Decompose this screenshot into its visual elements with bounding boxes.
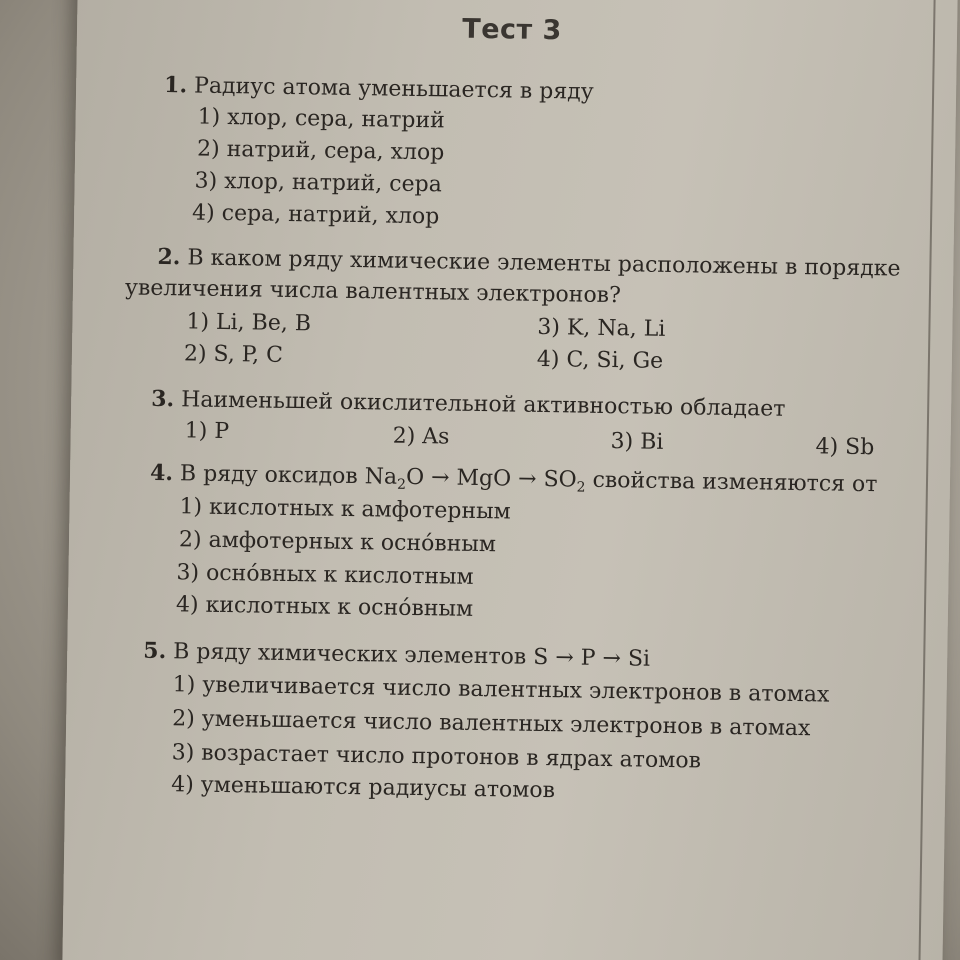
- question-4-option-4: 4) кислотных к оснóвным: [175, 592, 474, 622]
- question-3-option-4: 4) Sb: [815, 434, 875, 461]
- question-4-option-1: 1) кислотных к амфотерным: [179, 494, 511, 525]
- question-5-text: В ряду химических элементов S → P → Si: [173, 639, 651, 672]
- question-4-number: 4.: [149, 459, 174, 487]
- question-2-text-line-2: увеличения числа валентных электронов?: [124, 275, 622, 309]
- question-1-number: 1.: [163, 71, 188, 99]
- question-5-option-2: 2) уменьшается число валентных электронов в атомах: [172, 706, 811, 742]
- question-3-text: Наименьшей окислительной активностью обладает: [180, 387, 786, 422]
- question-5-option-3: 3) возрастает число протонов в ядрах атомов: [171, 740, 702, 774]
- question-2-number: 2.: [157, 243, 181, 271]
- question-2-option-2: 2) S, P, C: [183, 341, 284, 368]
- question-1-text: Радиус атома уменьшается в ряду: [193, 73, 594, 105]
- question-5-number: 5.: [143, 637, 167, 665]
- question-4-text-end: свойства изменяются от: [585, 467, 878, 498]
- question-3-option-1: 1) P: [184, 418, 230, 445]
- question-3-option-2: 2) As: [392, 423, 450, 450]
- question-1: [164, 71, 594, 107]
- question-1-option-4: 4) сера, натрий, хлор: [191, 200, 440, 230]
- question-5-option-4: 4) уменьшаются радиусы атомов: [170, 772, 556, 804]
- question-2-option-1: 1) Li, Be, B: [186, 309, 312, 337]
- question-4-subscript-2: 2: [576, 479, 586, 496]
- question-3: [151, 385, 786, 424]
- test-title: Тест 3: [462, 13, 563, 47]
- question-2-option-4: 4) C, Si, Ge: [536, 346, 664, 374]
- question-4-option-2: 2) амфотерных к оснóвным: [178, 527, 497, 558]
- question-4-text-start: В ряду оксидов Na: [179, 461, 398, 490]
- question-2-option-3: 3) K, Na, Li: [537, 314, 666, 342]
- question-2-text-line-1: В каком ряду химические элементы расположены в порядке: [187, 245, 901, 282]
- question-3-number: 3.: [151, 385, 175, 413]
- question-5: [143, 637, 650, 674]
- question-1-option-2: 2) натрий, сера, хлор: [196, 136, 445, 166]
- question-4-text-mid: O → MgO → SO: [405, 464, 577, 493]
- question-1-option-1: 1) хлор, сера, натрий: [197, 104, 445, 134]
- question-4-subscript-1: 2: [396, 476, 407, 493]
- question-3-option-3: 3) Bi: [610, 429, 664, 455]
- question-4-option-3: 3) оснóвных к кислотным: [176, 560, 474, 590]
- question-1-option-3: 3) хлор, натрий, сера: [194, 168, 442, 198]
- question-4: [150, 459, 878, 499]
- question-5-option-1: 1) увеличивается число валентных электронов в атомах: [172, 672, 830, 708]
